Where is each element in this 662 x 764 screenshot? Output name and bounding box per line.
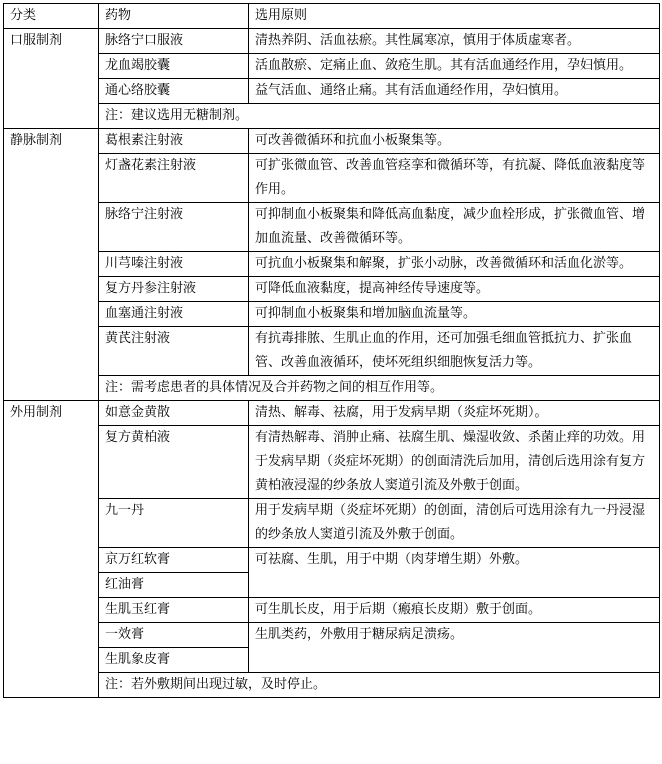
principle-cell: 可祛腐、生肌，用于中期（肉芽增生期）外敷。	[249, 548, 660, 598]
note-row	[4, 104, 660, 129]
drug-cell: 脉络宁口服液	[99, 29, 249, 54]
principle-cell: 活血散瘀、定痛止血、敛疮生肌。其有活血通经作用，孕妇慎用。	[249, 54, 660, 79]
principle-cell: 清热、解毒、祛腐，用于发病早期（炎症坏死期）。	[249, 401, 660, 426]
drug-cell: 生肌玉红膏	[99, 598, 249, 623]
drug-cell: 川芎嗪注射液	[99, 252, 249, 277]
header-category: 分类	[4, 4, 99, 29]
note-cell: 注：建议选用无糖制剂。	[99, 104, 660, 129]
drug-cell: 血塞通注射液	[99, 302, 249, 327]
principle-cell: 用于发病早期（炎症坏死期）的创面，清创后可选用涂有九一丹浸湿的纱条放人窦道引流及外敷于创面。	[249, 499, 660, 548]
table-row	[4, 79, 660, 104]
table-row	[4, 499, 660, 548]
principle-cell: 可抑制血小板聚集和降低高血黏度，减少血栓形成，扩张微血管、增加血流量、改善微循环等。	[249, 203, 660, 252]
drug-cell: 葛根素注射液	[99, 129, 249, 154]
table-header-row	[4, 4, 660, 29]
table-row	[4, 129, 660, 154]
table-row	[4, 302, 660, 327]
principle-cell: 可生肌长皮，用于后期（瘢痕长皮期）敷于创面。	[249, 598, 660, 623]
drug-cell: 红油膏	[99, 573, 249, 598]
table-row	[4, 426, 660, 499]
drug-cell: 龙血竭胶囊	[99, 54, 249, 79]
drug-selection-table	[3, 3, 660, 698]
note-row	[4, 376, 660, 401]
principle-cell: 可抑制血小板聚集和增加脑血流量等。	[249, 302, 660, 327]
table-row	[4, 598, 660, 623]
note-cell: 注：需考虑患者的具体情况及合并药物之间的相互作用等。	[99, 376, 660, 401]
drug-cell: 灯盏花素注射液	[99, 154, 249, 203]
table-row	[4, 401, 660, 426]
drug-cell: 如意金黄散	[99, 401, 249, 426]
note-row	[4, 673, 660, 698]
drug-cell: 黄芪注射液	[99, 327, 249, 376]
table-row	[4, 203, 660, 252]
drug-cell: 生肌象皮膏	[99, 648, 249, 673]
principle-cell: 有抗毒排脓、生肌止血的作用，还可加强毛细血管抵抗力、扩张血管、改善血液循环，使坏死组织细胞恢复活力等。	[249, 327, 660, 376]
principle-cell: 可改善微循环和抗血小板聚集等。	[249, 129, 660, 154]
principle-cell: 益气活血、通络止痛。其有活血通经作用，孕妇慎用。	[249, 79, 660, 104]
header-drug: 药物	[99, 4, 249, 29]
principle-cell: 可降低血液黏度，提高神经传导速度等。	[249, 277, 660, 302]
category-cell: 口服制剂	[4, 29, 99, 129]
table-row	[4, 54, 660, 79]
category-cell: 静脉制剂	[4, 129, 99, 401]
drug-cell: 一效膏	[99, 623, 249, 648]
drug-cell: 复方丹参注射液	[99, 277, 249, 302]
note-cell: 注：若外敷期间出现过敏，及时停止。	[99, 673, 660, 698]
table-row	[4, 327, 660, 376]
drug-cell: 复方黄柏液	[99, 426, 249, 499]
principle-cell: 清热养阴、活血祛瘀。其性属寒凉，慎用于体质虚寒者。	[249, 29, 660, 54]
drug-cell: 九一丹	[99, 499, 249, 548]
table-row	[4, 623, 660, 648]
table-row	[4, 548, 660, 573]
principle-cell: 生肌类药，外敷用于糖尿病足溃疡。	[249, 623, 660, 673]
drug-cell: 通心络胶囊	[99, 79, 249, 104]
table-row	[4, 252, 660, 277]
table-row	[4, 154, 660, 203]
principle-cell: 可抗血小板聚集和解聚，扩张小动脉，改善微循环和活血化淤等。	[249, 252, 660, 277]
principle-cell: 有清热解毒、消肿止痛、祛腐生肌、燥湿收敛、杀菌止痒的功效。用于发病早期（炎症坏死期）的创面清洗后加用，清创后选用涂有复方黄柏液浸湿的纱条放人窦道引流及外敷于创面。	[249, 426, 660, 499]
table-row	[4, 277, 660, 302]
category-cell: 外用制剂	[4, 401, 99, 698]
drug-cell: 京万红软膏	[99, 548, 249, 573]
principle-cell: 可扩张微血管、改善血管痉挛和微循环等，有抗凝、降低血液黏度等作用。	[249, 154, 660, 203]
header-principle: 选用原则	[249, 4, 660, 29]
table-row	[4, 29, 660, 54]
drug-cell: 脉络宁注射液	[99, 203, 249, 252]
